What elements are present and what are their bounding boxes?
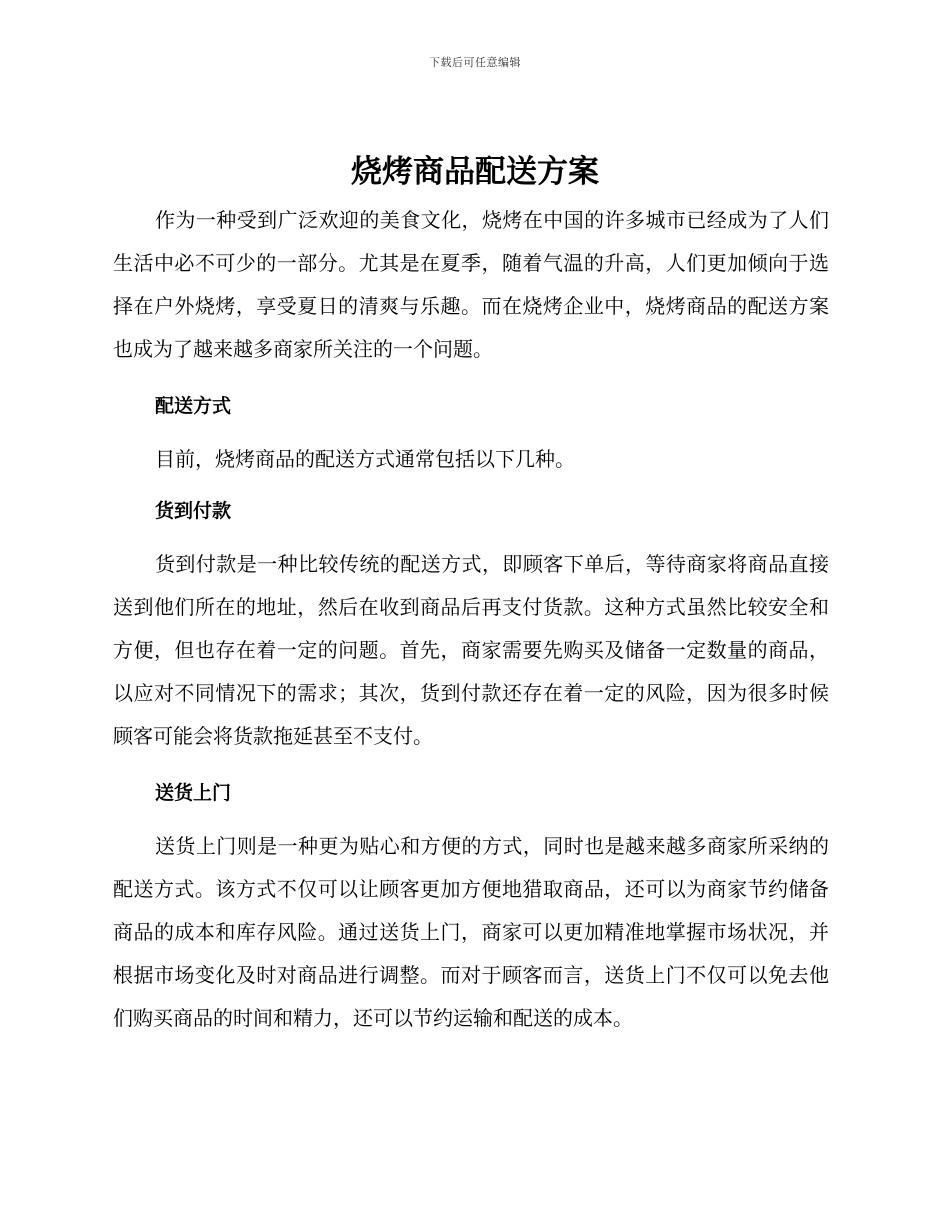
section-heading-home-delivery: 送货上门 — [155, 782, 232, 804]
intro-paragraph: 作为一种受到广泛欢迎的美食文化，烧烤在中国的许多城市已经成为了人们生活中必不可少的一部分。尤其是在夏季，随着气温的升高，人们更加倾向于选择在户外烧烤，享受夏日的清爽与乐趣。而在烧烤企业中，烧烤商品的配送方案也成为了越来越多商家所关注的一个问题。 — [113, 208, 829, 361]
section-body-cash-on-delivery: 货到付款是一种比较传统的配送方式，即顾客下单后，等待商家将商品直接送到他们所在的地址，然后在收到商品后再支付货款。这种方式虽然比较安全和方便，但也存在着一定的问题。首先，商家需要先购买及储备一定数量的商品，以应对不同情况下的需求；其次，货到付款还存在着一定的风险，因为很多时候顾客可能会将货款拖延甚至不支付。 — [113, 552, 829, 748]
section-body-home-delivery: 送货上门则是一种更为贴心和方便的方式，同时也是越来越多商家所采纳的配送方式。该方式不仅可以让顾客更加方便地猎取商品，还可以为商家节约储备商品的成本和库存风险。通过送货上门，商家可以更加精准地掌握市场状况，并根据市场变化及时对商品进行调整。而对于顾客而言，送货上门不仅可以免去他们购买商品的时间和精力，还可以节约运输和配送的成本。 — [113, 834, 829, 1030]
section-heading-cash-on-delivery: 货到付款 — [155, 500, 232, 522]
document-body — [113, 199, 829, 1040]
header-note: 下载后可任意编辑 — [429, 56, 521, 69]
section-body-delivery-methods: 目前，烧烤商品的配送方式通常包括以下几种。 — [155, 447, 575, 471]
document-title: 烧烤商品配送方案 — [351, 154, 599, 190]
section-heading-delivery-methods: 配送方式 — [155, 395, 232, 417]
